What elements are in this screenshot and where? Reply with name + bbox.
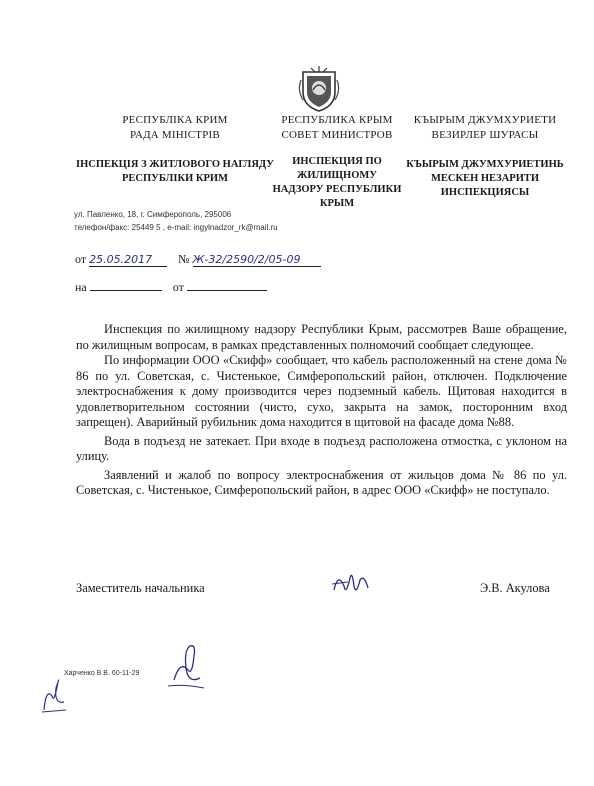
reg-date: 25.05.2017 <box>89 253 167 267</box>
header-left-org-line-1: РЕСПУБЛІКА КРИМ <box>122 114 228 126</box>
header-center-dept-line-3: НАДЗОРУ РЕСПУБЛИКИ <box>272 184 402 195</box>
handwritten-mark-right <box>166 640 208 694</box>
contact-address: ул. Павленко, 18, г. Симферополь, 295006 <box>74 210 232 219</box>
header-center-dept-line-2: ЖИЛИЩНОМУ <box>296 170 378 181</box>
reg-on-from-label: от <box>172 280 184 294</box>
body-paragraph-4: Заявлений и жалоб по вопросу электроснабжения от жильцов дома № 86 по ул. Советская, с. Чистенькое, Симферопольский район, в адрес ООО «Скифф» не поступало. <box>76 467 567 497</box>
body-paragraph-1: Инспекция по жилищному надзору Республики Крым, рассмотрев Ваше обращение, по жилищным вопросам, в рамках представленных полномочий сообщает следующее. <box>76 322 567 352</box>
header-left-org-line-2: РАДА МІНІСТРІВ <box>130 129 220 141</box>
header-center-org <box>262 113 412 143</box>
reg-number: Ж-32/2590/2/05-09 <box>193 253 321 267</box>
header-center-dept <box>262 155 412 211</box>
reg-on-from-blank <box>187 278 267 291</box>
header-center-dept-line-1: ИНСПЕКЦИЯ ПО <box>292 156 382 167</box>
header-right-org-line-2: ВЕЗИРЛЕР ШУРАСЫ <box>431 129 539 141</box>
signature-name: Э.В. Акулова <box>480 581 550 595</box>
reg-number-label: № <box>178 252 190 266</box>
reg-from-label: от <box>75 252 87 266</box>
header-left-org <box>100 113 250 143</box>
signature-scribble <box>328 566 374 602</box>
header-center-org-line-1: РЕСПУБЛИКА КРЫМ <box>281 114 393 126</box>
letter-body <box>76 322 567 499</box>
header-left-dept-line-2: РЕСПУБЛІКИ КРИМ <box>122 173 228 184</box>
reg-line-1 <box>75 252 321 267</box>
header-right-dept <box>405 158 565 200</box>
header-center-org-line-2: СОВЕТ МИНИСТРОВ <box>281 129 393 141</box>
header-right-dept-line-1: КЪЫРЫМ ДЖУМХУРИЕТИНЬ <box>406 159 564 170</box>
header-left-dept <box>60 158 290 186</box>
header-right-dept-line-2: МЕСКЕН НЕЗАРИТИ <box>430 173 540 184</box>
header-right-org-line-1: КЪЫРЫМ ДЖУМХУРИЕТИ <box>413 114 557 126</box>
reg-on-label: на <box>75 280 87 294</box>
header-right-dept-line-3: ИНСПЕКЦИЯСЫ <box>440 187 530 198</box>
reg-line-2 <box>75 278 267 295</box>
handwritten-mark-left <box>38 674 70 716</box>
body-paragraph-2: По информации ООО «Скифф» сообщает, что кабель расположенный на стене дома № 86 по ул. Советская, с. Чистенькое, Симферопольский район, отключен. Подключение электроснабжения к дому производится через подземный кабель. Щитовая находится в удовлетворительном состоянии (чисто, сухо, закрыта на замок, посторонним вход запрещен). Аварийный рубильник дома находится в щитовой на фасаде дома №88. <box>76 353 567 429</box>
header-center-dept-line-4: КРЫМ <box>319 198 355 209</box>
contact-phone-email: телефон/факс: 25449 5 , e-mail: ingylnadzor_rk@mail.ru <box>74 223 278 232</box>
coat-of-arms-emblem <box>297 66 341 112</box>
signature-position: Заместитель начальника <box>76 581 205 595</box>
body-paragraph-3: Вода в подъезд не затекает. При входе в подъезд расположена отмостка, с уклоном на улицу. <box>76 433 567 463</box>
executor-info: Харченко В.В. 60-11-29 <box>64 670 140 677</box>
reg-on-blank <box>90 278 162 291</box>
header-right-org <box>410 113 560 143</box>
header-left-dept-line-1: ІНСПЕКЦІЯ З ЖИТЛОВОГО НАГЛЯДУ <box>76 159 274 170</box>
